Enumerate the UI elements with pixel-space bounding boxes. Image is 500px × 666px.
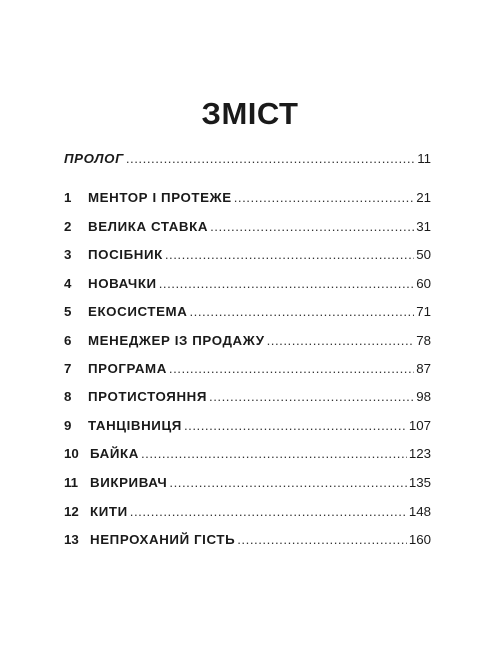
toc-entry-chapter-2[interactable] [64,218,431,236]
chapter-number: 6 [64,333,72,348]
toc-entry-page: 60 [416,276,431,291]
toc-entry-page: 98 [416,389,431,404]
toc-entry-chapter-8[interactable] [64,388,431,406]
leader-dots [267,332,415,350]
toc-entry-page: 160 [408,532,431,547]
leader-dots [189,303,414,321]
toc-entry-page: 31 [416,219,431,234]
toc-entry-label: ТАНЦІВНИЦЯ [88,418,182,433]
chapter-number: 1 [64,190,72,205]
toc-entry-label: МЕНТОР І ПРОТЕЖЕ [88,190,232,205]
toc-entry-label: ВИКРИВАЧ [90,475,168,490]
toc-entry-label: ЕКОСИСТЕМА [88,304,188,319]
toc-entry-chapter-3[interactable] [64,246,431,264]
toc-entry-chapter-12[interactable] [64,503,431,521]
toc-entry-label: БАЙКА [90,446,139,461]
toc-entry-label: ВЕЛИКА СТАВКА [88,219,209,234]
toc-entry-label: КИТИ [90,504,128,519]
page-title: ЗМІСТ [201,96,299,131]
chapter-number: 7 [64,361,72,376]
chapter-number: 12 [64,504,79,519]
toc-entry-chapter-9[interactable] [64,417,431,435]
chapter-number: 8 [64,389,72,404]
toc-entry-page: 71 [416,304,431,319]
toc-entry-page: 135 [408,475,431,490]
toc-entry-chapter-7[interactable] [64,360,431,378]
leader-dots [210,218,414,236]
leader-dots [234,189,414,207]
toc-entry-chapter-13[interactable] [64,531,431,549]
toc-entry-page: 11 [417,151,431,166]
leader-dots [209,388,414,406]
chapter-number: 5 [64,304,72,319]
toc-entry-page: 78 [416,333,431,348]
toc-entry-label: МЕНЕДЖЕР ІЗ ПРОДАЖУ [88,333,265,348]
leader-dots [169,474,406,492]
chapter-number: 9 [64,418,72,433]
leader-dots [126,150,415,168]
toc-entry-chapter-6[interactable] [64,332,431,350]
leader-dots [159,275,415,293]
leader-dots [130,503,407,521]
leader-dots [169,360,414,378]
chapter-number: 11 [64,475,79,490]
toc-entry-chapter-5[interactable] [64,303,431,321]
toc-entry-label: ПРОГРАМА [88,361,167,376]
chapter-number: 2 [64,219,72,234]
toc-entry-page: 107 [408,418,431,433]
toc-entry-page: 87 [416,361,431,376]
leader-dots [184,417,407,435]
chapter-number: 13 [64,532,79,547]
chapter-number: 3 [64,247,72,262]
chapter-number: 10 [64,446,79,461]
toc-entry-page: 148 [408,504,431,519]
toc-entry-label: ПРОТИСТОЯННЯ [88,389,208,404]
chapter-number: 4 [64,276,72,291]
toc-entry-label: ПОСІБНИК [88,247,163,262]
toc-entry-chapter-4[interactable] [64,275,431,293]
toc-entry-label: ПРОЛОГ [64,151,124,166]
toc-entry-prologue[interactable] [64,150,431,168]
toc-entry-label: НОВАЧКИ [88,276,157,291]
leader-dots [165,246,414,264]
toc-entry-chapter-10[interactable] [64,445,431,463]
leader-dots [237,531,407,549]
leader-dots [141,445,407,463]
toc-entry-page: 123 [408,446,431,461]
toc-entry-label: НЕПРОХАНИЙ ГІСТЬ [90,532,236,547]
toc-entry-chapter-1[interactable] [64,189,431,207]
toc-entry-page: 50 [416,247,431,262]
toc-entry-chapter-11[interactable] [64,474,431,492]
toc-entry-page: 21 [416,190,431,205]
